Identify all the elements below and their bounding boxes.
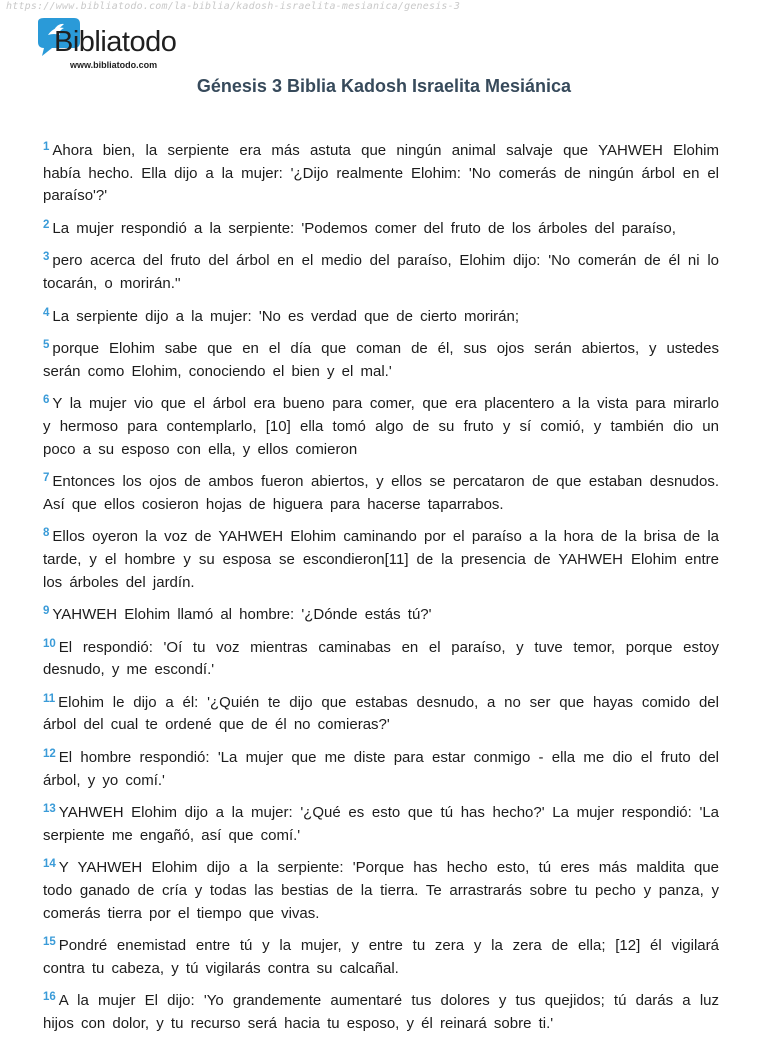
verse [43,302,719,329]
verse [43,853,719,925]
verse [43,743,719,792]
verse-text: La serpiente dijo a la mujer: 'No es verdad que de cierto morirán; [52,307,519,325]
verse-text: Ellos oyeron la voz de YAHWEH Elohim caminando por el paraíso a la hora de la brisa de la tarde, y el hombre y su esposa se escondieron[11] de la presencia de YAHWEH Elohim entre los árboles del jardín. [43,528,719,591]
verse [43,389,719,461]
verse-text: Pondré enemistad entre tú y la mujer, y entre tu zera y la zera de ella; [12] él vigilará contra tu cabeza, y tú vigilarás contra su calcañal. [43,937,719,977]
page-title: Génesis 3 Biblia Kadosh Israelita Mesiánica [196,76,572,96]
verse-number[interactable]: 1 [43,141,50,153]
verse-number[interactable]: 15 [43,936,56,949]
verse-number[interactable]: 9 [43,605,50,618]
verse-number[interactable]: 7 [43,472,50,485]
verse-list [43,136,719,1042]
verse [43,986,719,1035]
bibliatodo-logo[interactable] [34,16,186,74]
verse [43,522,719,594]
verse-number[interactable]: 8 [43,527,50,540]
verse-text: Ahora bien, la serpiente era más astuta que ningún animal salvaje que YAHWEH Elohim había hecho. Ella dijo a la mujer: '¿Dijo realmente Elohim: 'No comerás de ningún árbol en el paraíso'?' [43,142,719,205]
verse-number[interactable]: 16 [43,991,56,1004]
verse [43,798,719,847]
verse-number[interactable]: 5 [43,339,50,352]
verse [43,136,719,208]
verse-number[interactable]: 13 [43,803,56,816]
verse-number[interactable]: 12 [43,748,56,761]
verse-text: La mujer respondió a la serpiente: 'Podemos comer del fruto de los árboles del paraíso, [52,219,676,237]
verse [43,467,719,516]
verse-number[interactable]: 14 [43,858,56,871]
verse-text: Y YAHWEH Elohim dijo a la serpiente: 'Porque has hecho esto, tú eres más maldita que todo ganado de cría y todas las bestias de la tierra. Te arrastrarás sobre tu pecho y panza, y comerás tierra por el tiempo que vivas. [43,859,719,922]
verse [43,334,719,383]
verse-text: Y la mujer vio que el árbol era bueno para comer, que era placentero a la vista para mirarlo y hermoso para contemplarlo, [10] ella tomó algo de su fruto y sí comió, y también dio un poco a su esposo con ella, y ellos comieron [43,395,719,458]
logo-wordmark: Bibliatodo [54,26,177,58]
verse [43,688,719,737]
verse-text: Entonces los ojos de ambos fueron abiertos, y ellos se percataron de que estaban desnudos. Así que ellos cosieron hojas de higuera para hacerse taparrabos. [43,473,719,513]
verse [43,600,719,627]
verse-number[interactable]: 6 [43,394,50,407]
logo-site-url: www.bibliatodo.com [70,60,158,70]
verse-text: Elohim le dijo a él: '¿Quién te dijo que estabas desnudo, a no ser que hayas comido del árbol del cual te ordené que de él no comieras?' [43,693,719,734]
verse-text: El hombre respondió: 'La mujer que me diste para estar conmigo - ella me dio el fruto del árbol, y yo comí.' [43,749,719,789]
verse-text: YAHWEH Elohim dijo a la mujer: '¿Qué es esto que tú has hecho?' La mujer respondió: 'La serpiente me engañó, así que comí.' [43,804,719,844]
verse-number[interactable]: 3 [43,251,50,264]
verse-number[interactable]: 10 [43,637,56,650]
verse-text: A la mujer El dijo: 'Yo grandemente aumentaré tus dolores y tus quejidos; tú darás a luz hijos con dolor, y tu recurso será hacia tu esposo, y él reinará sobre ti.' [43,992,719,1032]
verse-text: pero acerca del fruto del árbol en el medio del paraíso, Elohim dijo: 'No comerán de él ni lo tocarán, o morirán.'' [43,252,719,292]
verse [43,246,719,295]
verse-text: porque Elohim sabe que en el día que coman de él, sus ojos serán abiertos, y ustedes serán como Elohim, conociendo el bien y el mal.' [43,340,719,380]
verse [43,633,719,682]
verse-number[interactable]: 11 [43,692,56,705]
verse [43,931,719,980]
verse [43,214,719,241]
verse-number[interactable]: 2 [43,218,50,231]
verse-number[interactable]: 4 [43,306,50,319]
verse-text: El respondió: 'Oí tu voz mientras caminabas en el paraíso, y tuve temor, porque estoy desnudo, y me escondí.' [43,638,719,679]
verse-text: YAHWEH Elohim llamó al hombre: '¿Dónde estás tú?' [52,606,432,624]
source-url[interactable]: https://www.bibliatodo.com/la-biblia/kadosh-israelita-mesianica/genesis-3 [6,1,461,12]
